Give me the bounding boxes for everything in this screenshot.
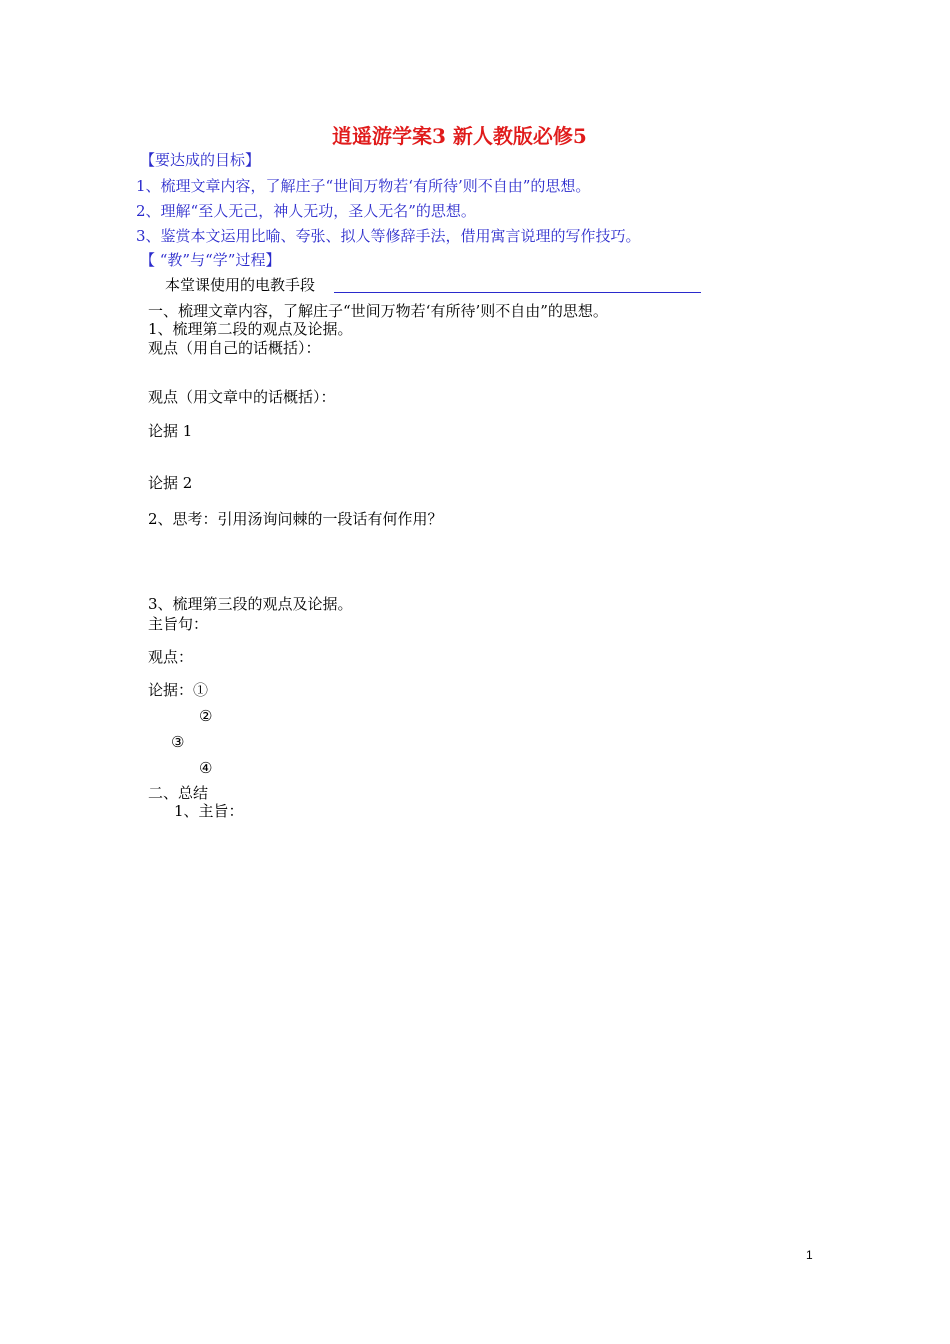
question-2: 2、思考：引用汤询问棘的一段话有何作用？ bbox=[148, 510, 443, 528]
main-sentence-label: 主旨句： bbox=[148, 615, 209, 633]
evidence-marker-2: ② bbox=[199, 707, 213, 725]
media-underline bbox=[334, 292, 701, 293]
view-text-words: 观点（用文章中的话概括）： bbox=[148, 388, 336, 406]
evidence-marker-3: ③ bbox=[171, 733, 185, 751]
goal-item-3: 3、鉴赏本文运用比喻、夸张、拟人等修辞手法，借用寓言说理的写作技巧。 bbox=[136, 227, 641, 245]
goal-item-1: 1、梳理文章内容，了解庄子“世间万物若‘有所待’则不自由”的思想。 bbox=[136, 177, 591, 195]
view-label: 观点： bbox=[148, 648, 194, 666]
section1-heading: 一、梳理文章内容，了解庄子“世间万物若‘有所待’则不自由”的思想。 bbox=[148, 302, 608, 320]
question-1: 1、梳理第二段的观点及论据。 bbox=[148, 320, 353, 338]
question-3: 3、梳理第三段的观点及论据。 bbox=[148, 595, 353, 613]
evidence-2: 论据 2 bbox=[148, 474, 193, 492]
evidence-marker-4: ④ bbox=[199, 759, 213, 777]
evidence-1: 论据 1 bbox=[148, 422, 193, 440]
goal-item-2: 2、理解“至人无己，神人无功，圣人无名”的思想。 bbox=[136, 202, 476, 220]
goals-header: 【要达成的目标】 bbox=[140, 151, 261, 169]
document-title: 逍遥游学案3 新人教版必修5 bbox=[332, 124, 587, 148]
process-header: 【 “教”与“学”过程】 bbox=[140, 251, 281, 269]
media-label: 本堂课使用的电教手段 bbox=[165, 276, 316, 294]
summary-item-1: 1、主旨： bbox=[174, 802, 244, 820]
view-own-words: 观点（用自己的话概括）： bbox=[148, 339, 321, 357]
page-number: 1 bbox=[806, 1248, 813, 1262]
section2-heading: 二、总结 bbox=[148, 784, 209, 802]
evidence-label: 论据：① bbox=[148, 681, 209, 699]
